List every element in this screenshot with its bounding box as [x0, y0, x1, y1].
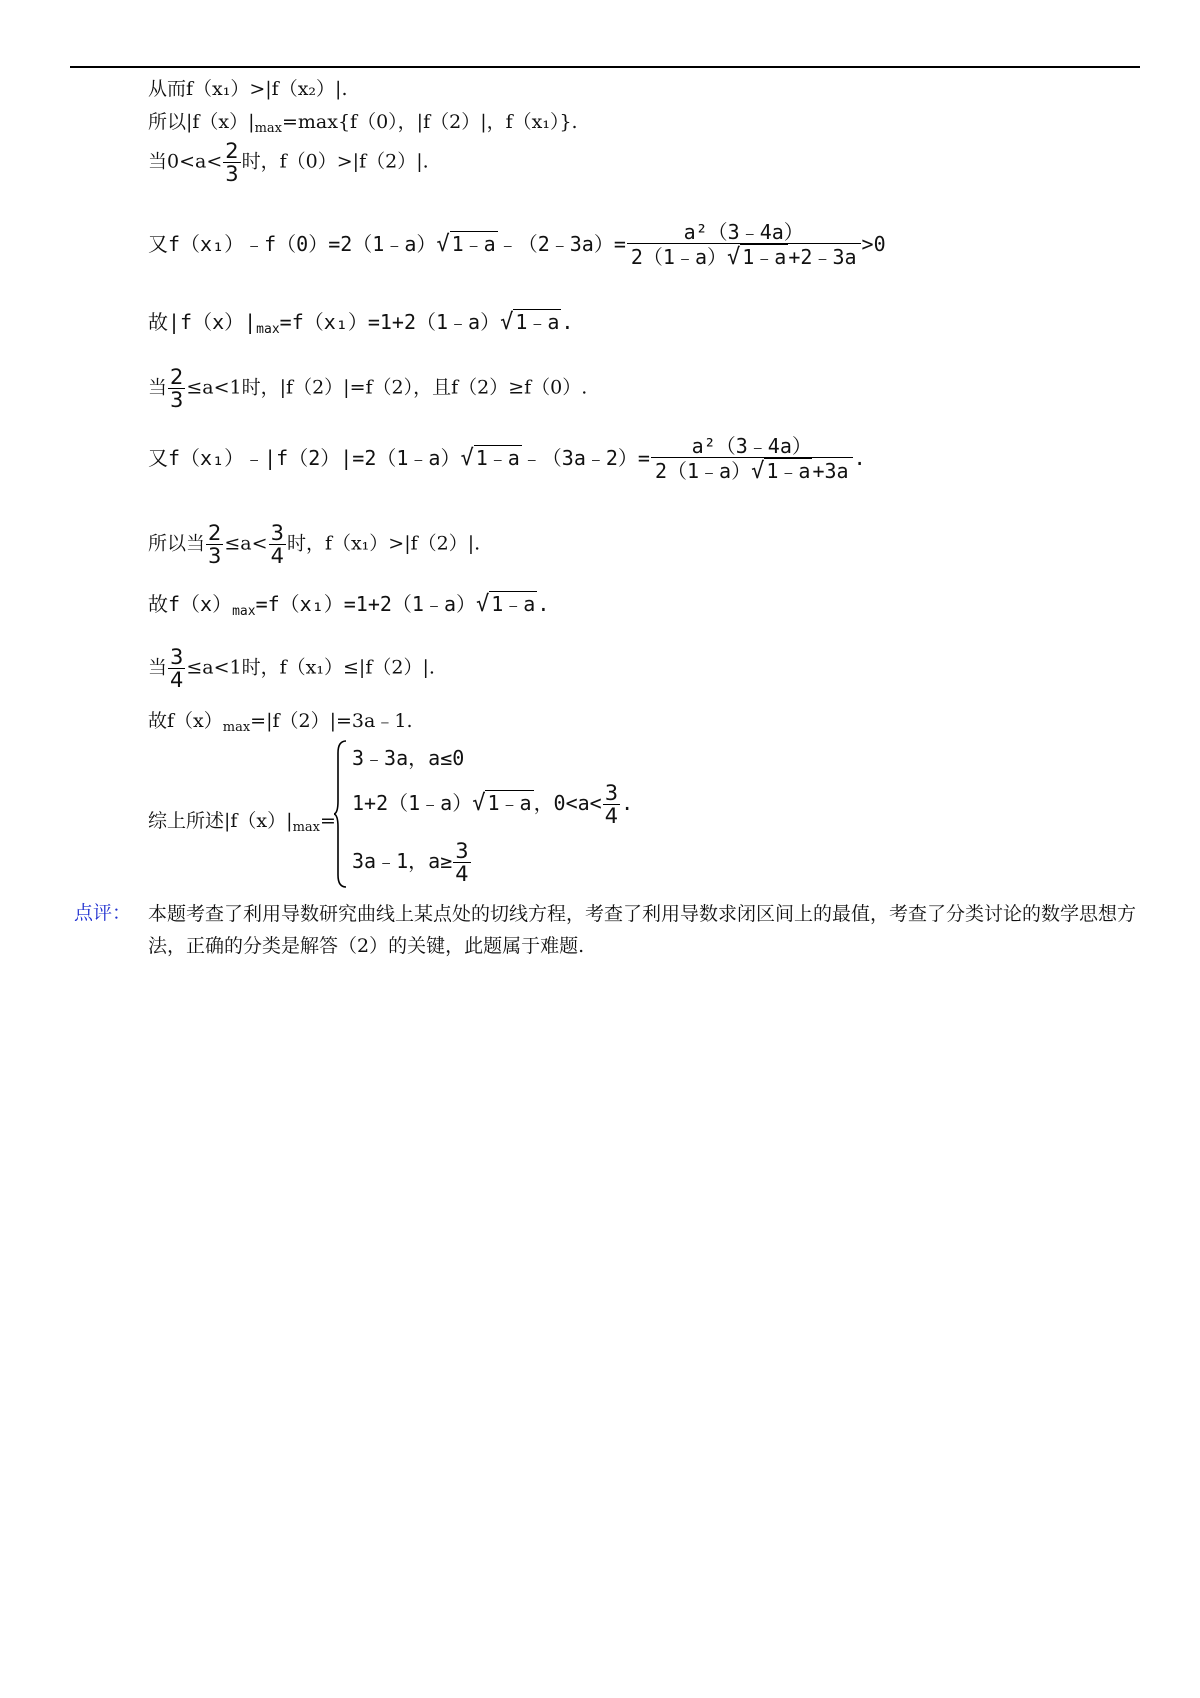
sqrt: √ 1﹣a	[500, 310, 560, 335]
line-10	[148, 646, 435, 691]
radicand: 1﹣a	[451, 232, 496, 257]
text: =|f（2）|=3a﹣1.	[250, 710, 413, 732]
fraction	[168, 646, 185, 691]
subscript: max	[292, 820, 320, 835]
fraction	[223, 140, 240, 185]
numerator: 3	[270, 521, 284, 545]
review-label: 点评：	[74, 902, 132, 924]
text: 2（1﹣a）	[630, 245, 728, 269]
line-6	[148, 366, 587, 411]
text: ≤a<1时，f（x₁）≤|f（2）|.	[186, 656, 435, 679]
numerator: 2	[225, 139, 239, 163]
denominator: 4	[170, 668, 184, 693]
fraction	[453, 840, 470, 885]
text: ≤a<	[224, 532, 268, 555]
denominator	[627, 243, 861, 269]
subscript: max	[222, 720, 251, 735]
text: 时，f（0）>|f（2）|.	[241, 150, 429, 173]
text: .	[621, 791, 634, 816]
text: =f（x₁）=1+2（1﹣a）	[255, 592, 476, 616]
text: 当0<a<	[148, 150, 223, 173]
sqrt: √ 1﹣a	[751, 459, 811, 484]
case-1	[352, 742, 464, 771]
text: =	[319, 810, 336, 832]
radicand: 1﹣a	[742, 245, 787, 269]
text: =max{f（0），|f（2）|，f（x₁）}.	[281, 111, 578, 133]
fraction	[269, 522, 286, 567]
radicand: 1﹣a	[491, 592, 536, 616]
denominator: 4	[455, 862, 469, 887]
text: 当	[148, 656, 168, 679]
text: 又f（x₁）﹣f（0）=2（1﹣a）	[148, 232, 437, 257]
sqrt: √ 1﹣a	[472, 791, 532, 817]
line-4	[148, 222, 886, 269]
fraction	[651, 436, 853, 483]
fraction	[627, 222, 861, 269]
text: 时，f（x₁）>|f（2）|.	[286, 532, 481, 555]
sqrt: √ 1﹣a	[727, 245, 787, 270]
left-brace	[334, 738, 348, 890]
case-3	[352, 840, 472, 885]
text: .	[561, 310, 574, 334]
line-7	[148, 436, 866, 483]
radicand: 1﹣a	[475, 446, 520, 471]
numerator: 2	[208, 521, 222, 545]
header-rule	[70, 66, 1140, 68]
review-text: 本题考查了利用导数研究曲线上某点处的切线方程，考查了利用导数求闭区间上的最值，考查了分类讨论的数学思想方法，正确的分类是解答（2）的关键，此题属于难题.	[148, 903, 1137, 957]
subscript: max	[256, 322, 280, 337]
text: 从而f（x₁）>|f（x₂）|.	[148, 78, 348, 100]
text: 故f（x）	[148, 592, 233, 616]
denominator: 3	[208, 544, 222, 569]
line-1	[148, 80, 348, 99]
line-2	[148, 113, 578, 135]
text: 2（1﹣a）	[654, 459, 752, 483]
text: +3a	[812, 459, 849, 483]
denominator: 4	[270, 544, 284, 569]
text: 所以|f（x）|	[148, 111, 255, 133]
text: .	[537, 592, 550, 616]
radicand: 1﹣a	[487, 791, 532, 816]
subscript: max	[254, 121, 282, 136]
numerator: a²（3﹣4a）	[683, 220, 804, 244]
denominator: 4	[604, 804, 619, 829]
fraction	[206, 522, 223, 567]
numerator: a²（3﹣4a）	[691, 434, 812, 458]
denominator	[651, 457, 853, 483]
line-9	[148, 594, 549, 618]
case-2	[352, 782, 633, 827]
text: ﹣（2﹣3a）=	[497, 232, 626, 257]
text: =f（x₁）=1+2（1﹣a）	[279, 310, 501, 334]
radicand: 1﹣a	[515, 310, 560, 334]
subscript: max	[232, 604, 256, 619]
fraction	[168, 366, 185, 411]
numerator: 3	[170, 645, 184, 669]
text: ≤a<1时，|f（2）|=f（2），且f（2）≥f（0）.	[186, 376, 588, 399]
text: ﹣（3a﹣2）=	[521, 446, 650, 471]
line-11	[148, 712, 412, 734]
denominator: 3	[225, 162, 239, 187]
text: 3a﹣1，a≥	[352, 849, 453, 874]
fraction	[603, 782, 620, 827]
text: 所以当	[148, 532, 206, 555]
numerator: 3	[455, 839, 469, 863]
text: +2﹣3a	[788, 245, 857, 269]
line-3	[148, 140, 429, 185]
text: 故f（x）	[148, 710, 223, 732]
line-12	[148, 812, 336, 834]
line-5	[148, 312, 573, 336]
text: 故|f（x）|	[148, 310, 257, 334]
text: 综上所述|f（x）|	[148, 810, 293, 832]
sqrt: √ 1﹣a	[476, 592, 536, 617]
sqrt: √ 1﹣a	[460, 446, 520, 472]
text: 3﹣3a，a≤0	[352, 746, 465, 770]
denominator: 3	[170, 388, 184, 413]
text: ，0<a<	[533, 791, 602, 816]
radicand: 1﹣a	[766, 459, 811, 483]
line-8	[148, 522, 480, 567]
numerator: 2	[170, 365, 184, 389]
text: 1+2（1﹣a）	[352, 791, 473, 816]
numerator: 3	[604, 781, 619, 805]
text: 当	[148, 376, 168, 399]
text: .	[853, 446, 866, 471]
sqrt: √ 1﹣a	[436, 232, 496, 258]
text: >0	[861, 232, 886, 257]
text: 又f（x₁）﹣|f（2）|=2（1﹣a）	[148, 446, 461, 471]
